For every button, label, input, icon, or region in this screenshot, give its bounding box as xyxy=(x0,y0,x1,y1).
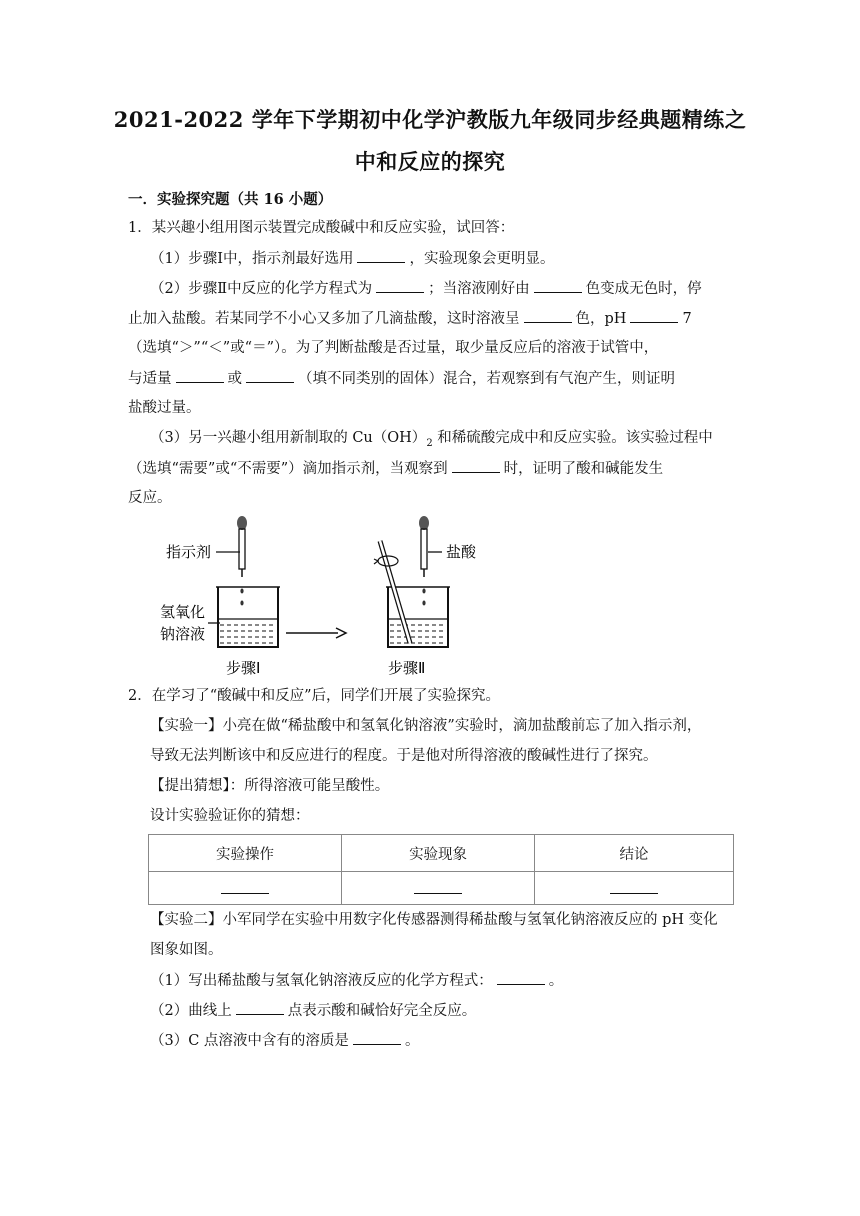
doc-title-line1: 2021-2022 学年下学期初中化学沪教版九年级同步经典题精练之 xyxy=(113,107,747,132)
table-header-cell: 实验操作 xyxy=(149,835,342,872)
q2-exp2-line2: 图象如图。 xyxy=(150,942,223,958)
q1-part2-line2: 止加入盐酸。若某同学不小心又多加了几滴盐酸，这时溶液呈 色，pH 7 xyxy=(128,308,692,329)
q1-stem: 1．某兴趣小组用图示装置完成酸碱中和反应实验，试回答： xyxy=(128,220,515,236)
q2-sub1: （1）写出稀盐酸与氢氧化钠溶液反应的化学方程式： 。 xyxy=(150,970,563,991)
table-cell xyxy=(535,872,734,905)
answer-blank[interactable] xyxy=(497,970,545,985)
q1-part3-line2: （选填“需要”或“不需要”）滴加指示剂，当观察到 时，证明了酸和碱能发生 xyxy=(128,458,663,479)
q1-part2-line3: （选填“＞”“＜”或“＝”）。为了判断盐酸是否过量，取少量反应后的溶液于试管中， xyxy=(128,340,659,356)
q1-part1: （1）步骤Ⅰ中，指示剂最好选用 ，实验现象会更明显。 xyxy=(150,248,554,269)
q1-part3-line1: （3）另一兴趣小组用新制取的 $Cu(OH)_2$ 和稀硫酸完成中和反应实验。该实验过程中 xyxy=(150,430,713,449)
indicator-label: 指示剂 xyxy=(166,543,212,561)
answer-blank[interactable] xyxy=(357,248,405,263)
answer-blank[interactable] xyxy=(353,1030,401,1045)
q1-part3-line3: 反应。 xyxy=(128,490,172,506)
experiment-diagram xyxy=(160,515,520,685)
doc-title-line2: 中和反应的探究 xyxy=(354,149,506,174)
answer-blank[interactable] xyxy=(246,368,294,383)
q1-part2-line4: 与适量 或 （填不同类别的固体）混合，若观察到有气泡产生，则证明 xyxy=(128,368,675,389)
q2-exp1-line1: 【实验一】小亮在做“稀盐酸中和氢氧化钠溶液”实验时，滴加盐酸前忘了加入指示剂， xyxy=(150,718,702,734)
step1-label: 步骤Ⅰ xyxy=(226,659,261,677)
answer-blank[interactable] xyxy=(630,308,678,323)
step2-label: 步骤Ⅱ xyxy=(388,659,426,677)
acid-label: 盐酸 xyxy=(446,543,477,561)
step1-dropper-icon xyxy=(237,516,247,606)
naoh-label-2: 钠溶液 xyxy=(160,625,206,643)
q2-exp1-line2: 导致无法判断该中和反应进行的程度。于是他对所得溶液的酸碱性进行了探究。 xyxy=(150,748,658,764)
answer-blank[interactable] xyxy=(221,879,269,894)
answer-blank[interactable] xyxy=(376,278,424,293)
arrow-icon xyxy=(286,628,346,638)
q1-part2-line1: （2）步骤Ⅱ中反应的化学方程式为 ；当溶液刚好由 色变成无色时，停 xyxy=(150,278,702,299)
step1-beaker xyxy=(216,587,280,647)
answer-blank[interactable] xyxy=(236,1000,284,1015)
answer-blank[interactable] xyxy=(452,458,500,473)
q2-sub3: （3）C 点溶液中含有的溶质是 。 xyxy=(150,1030,419,1051)
q2-design: 设计实验验证你的猜想： xyxy=(150,808,310,824)
table-row xyxy=(149,872,734,905)
q2-stem: 2．在学习了“酸碱中和反应”后，同学们开展了实验探究。 xyxy=(128,688,501,704)
answer-blank[interactable] xyxy=(610,879,658,894)
answer-blank[interactable] xyxy=(534,278,582,293)
table-cell xyxy=(149,872,342,905)
answer-blank[interactable] xyxy=(414,879,462,894)
answer-blank[interactable] xyxy=(176,368,224,383)
answer-blank[interactable] xyxy=(524,308,572,323)
step2-dropper-icon xyxy=(419,516,429,606)
table-cell xyxy=(342,872,535,905)
table-header-cell: 实验现象 xyxy=(342,835,535,872)
table-header-cell: 结论 xyxy=(535,835,734,872)
naoh-label-1: 氢氧化 xyxy=(160,603,206,621)
glass-rod-icon xyxy=(374,541,410,643)
q2-exp2-line1: 【实验二】小军同学在实验中用数字化传感器测得稀盐酸与氢氧化钠溶液反应的 pH 变化 xyxy=(150,912,718,928)
q1-part2-line5: 盐酸过量。 xyxy=(128,400,201,416)
experiment-table xyxy=(148,834,734,905)
table-header-row xyxy=(149,835,734,872)
q2-guess: 【提出猜想】：所得溶液可能呈酸性。 xyxy=(150,778,390,794)
q2-sub2: （2）曲线上 点表示酸和碱恰好完全反应。 xyxy=(150,1000,476,1021)
section-heading: 一．实验探究题（共 16 小题） xyxy=(128,191,333,208)
